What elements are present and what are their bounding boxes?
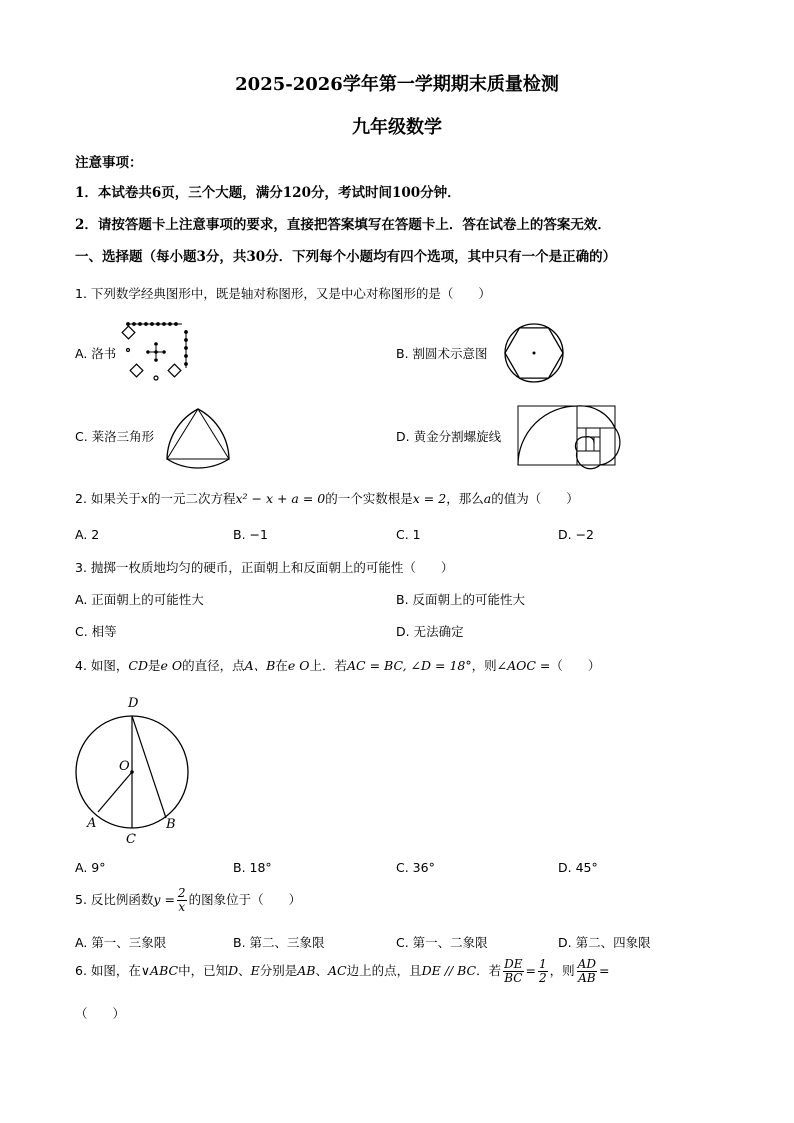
q6-stem — [75, 958, 609, 985]
q3-option-c: C. 相等 — [75, 624, 117, 639]
q1-option-d: D. 黄金分割螺旋线 — [396, 429, 502, 444]
q6-equals: = — [598, 963, 610, 978]
frac-den: 2 — [539, 971, 547, 985]
q5-numerator: 2 — [177, 886, 186, 900]
frac-num: AD — [577, 957, 596, 971]
q5-y: y = — [153, 892, 175, 907]
q3-option-b: B. 反面朝上的可能性大 — [396, 592, 526, 607]
q6-ab: AB — [297, 963, 316, 978]
q5-option-d: D. 第二、四象限 — [558, 935, 651, 950]
q4-text: 4. 如图， — [75, 658, 129, 673]
q4-text: 的直径，点 — [182, 658, 245, 673]
q4-stem — [75, 656, 600, 674]
q2-text: ，那么 — [446, 491, 484, 506]
q6-text: ．若 — [476, 963, 502, 978]
q6-text: 、 — [238, 963, 251, 978]
q6-fraction-de-bc — [503, 958, 523, 985]
q4-condition: AC = BC, ∠D = 18° — [347, 658, 472, 673]
q6-equals: = — [525, 963, 537, 978]
cutting-circle-figure — [503, 322, 565, 384]
reuleaux-triangle-figure — [163, 405, 233, 467]
q3-option-d: D. 无法确定 — [396, 624, 464, 639]
label-b: B — [166, 817, 176, 832]
q4-text: 在 — [275, 658, 288, 673]
frac-num: 1 — [539, 957, 547, 971]
notice-item-2: 2．请按答题卡上注意事项的要求，直接把答案填写在答题卡上．答在试卷上的答案无效． — [75, 217, 611, 233]
q1-option-a: A. 洛书 — [75, 346, 117, 361]
q4-text: 上．若 — [309, 658, 348, 673]
q4-option-b: B. 18° — [233, 860, 272, 875]
q2-option-b: B. −1 — [233, 527, 268, 542]
q5-option-a: A. 第一、三象限 — [75, 935, 167, 950]
q4-circle-figure — [70, 690, 200, 850]
q4-text: ，则 — [471, 658, 497, 673]
exam-title: 2025-2026学年第一学期期末质量检测 — [235, 74, 559, 95]
q1-option-b: B. 割圆术示意图 — [396, 346, 488, 361]
q5-option-c: C. 第一、二象限 — [396, 935, 488, 950]
q6-triangle: ∨ABC — [140, 963, 179, 978]
q6-fraction-ad-ab — [577, 958, 597, 985]
frac-den: AB — [578, 971, 596, 985]
q3-stem: 3. 抛掷一枚质地均匀的硬币，正面朝上和反面朝上的可能性（ ） — [75, 560, 454, 575]
q4-ask: ∠AOC = — [496, 658, 551, 673]
frac-num: DE — [504, 957, 523, 971]
q2-stem — [75, 489, 579, 507]
q6-parallel: DE // BC — [421, 963, 477, 978]
q6-ac: AC — [328, 963, 347, 978]
luoshu-figure — [120, 320, 190, 385]
frac-den: BC — [504, 971, 523, 985]
q6-text: ，则 — [549, 963, 575, 978]
q4-circle: e O — [287, 658, 310, 673]
q5-text: 的图象位于（ ） — [188, 892, 302, 907]
q6-text: 、 — [315, 963, 329, 978]
q3-option-a: A. 正面朝上的可能性大 — [75, 592, 204, 607]
q6-text: 边上的点，且 — [346, 963, 422, 978]
q6-d: D — [228, 963, 239, 978]
exam-subtitle: 九年级数学 — [352, 117, 442, 138]
label-c: C — [126, 832, 136, 847]
q1-option-c: C. 莱洛三角形 — [75, 429, 155, 444]
label-d: D — [128, 696, 139, 711]
q5-fraction — [177, 887, 187, 914]
q2-text: 的一元二次方程 — [147, 491, 236, 506]
label-a: A — [87, 816, 97, 831]
q5-stem — [75, 887, 301, 914]
q5-text: 5. 反比例函数 — [75, 892, 154, 907]
q2-var-a: a — [483, 491, 492, 506]
q5-option-b: B. 第二、三象限 — [233, 935, 325, 950]
q6-fraction-half — [538, 958, 548, 985]
label-o: O — [119, 759, 130, 774]
q4-text: 是 — [148, 658, 161, 673]
notice-heading: 注意事项： — [75, 155, 143, 171]
q2-root: x = 2 — [412, 491, 447, 506]
q4-cd: CD — [128, 658, 148, 673]
q2-text: 的值为（ ） — [491, 491, 579, 506]
q5-denominator: x — [178, 900, 186, 914]
q4-circle: e O — [160, 658, 183, 673]
q6-text: 分别是 — [259, 963, 298, 978]
golden-spiral-figure — [518, 406, 616, 466]
section-heading: 一、选择题（每小题3分，共30分．下列每个小题均有四个选项，其中只有一个是正确的） — [75, 249, 617, 265]
q2-text: 的一个实数根是 — [325, 491, 413, 506]
q6-e: E — [250, 963, 260, 978]
notice-item-1: 1．本试卷共6页，三个大题，满分120分，考试时间100分钟． — [75, 185, 461, 201]
q6-text: 中，已知 — [178, 963, 229, 978]
q2-option-a: A. 2 — [75, 527, 100, 542]
q1-stem: 1. 下列数学经典图形中，既是轴对称图形，又是中心对称图形的是（ ） — [75, 286, 491, 301]
q2-option-d: D. −2 — [558, 527, 594, 542]
q4-option-c: C. 36° — [396, 860, 435, 875]
q6-answer-blank: （ ） — [75, 1006, 126, 1021]
q4-option-a: A. 9° — [75, 860, 106, 875]
q2-option-c: C. 1 — [396, 527, 421, 542]
q6-text: 6. 如图，在 — [75, 963, 141, 978]
q4-option-d: D. 45° — [558, 860, 598, 875]
q4-points: A、B — [244, 658, 276, 673]
q2-var-x: x — [140, 491, 148, 506]
q4-text: （ ） — [550, 658, 601, 673]
q2-text: 2. 如果关于 — [75, 491, 141, 506]
q2-equation: x² − x + a = 0 — [235, 491, 326, 506]
